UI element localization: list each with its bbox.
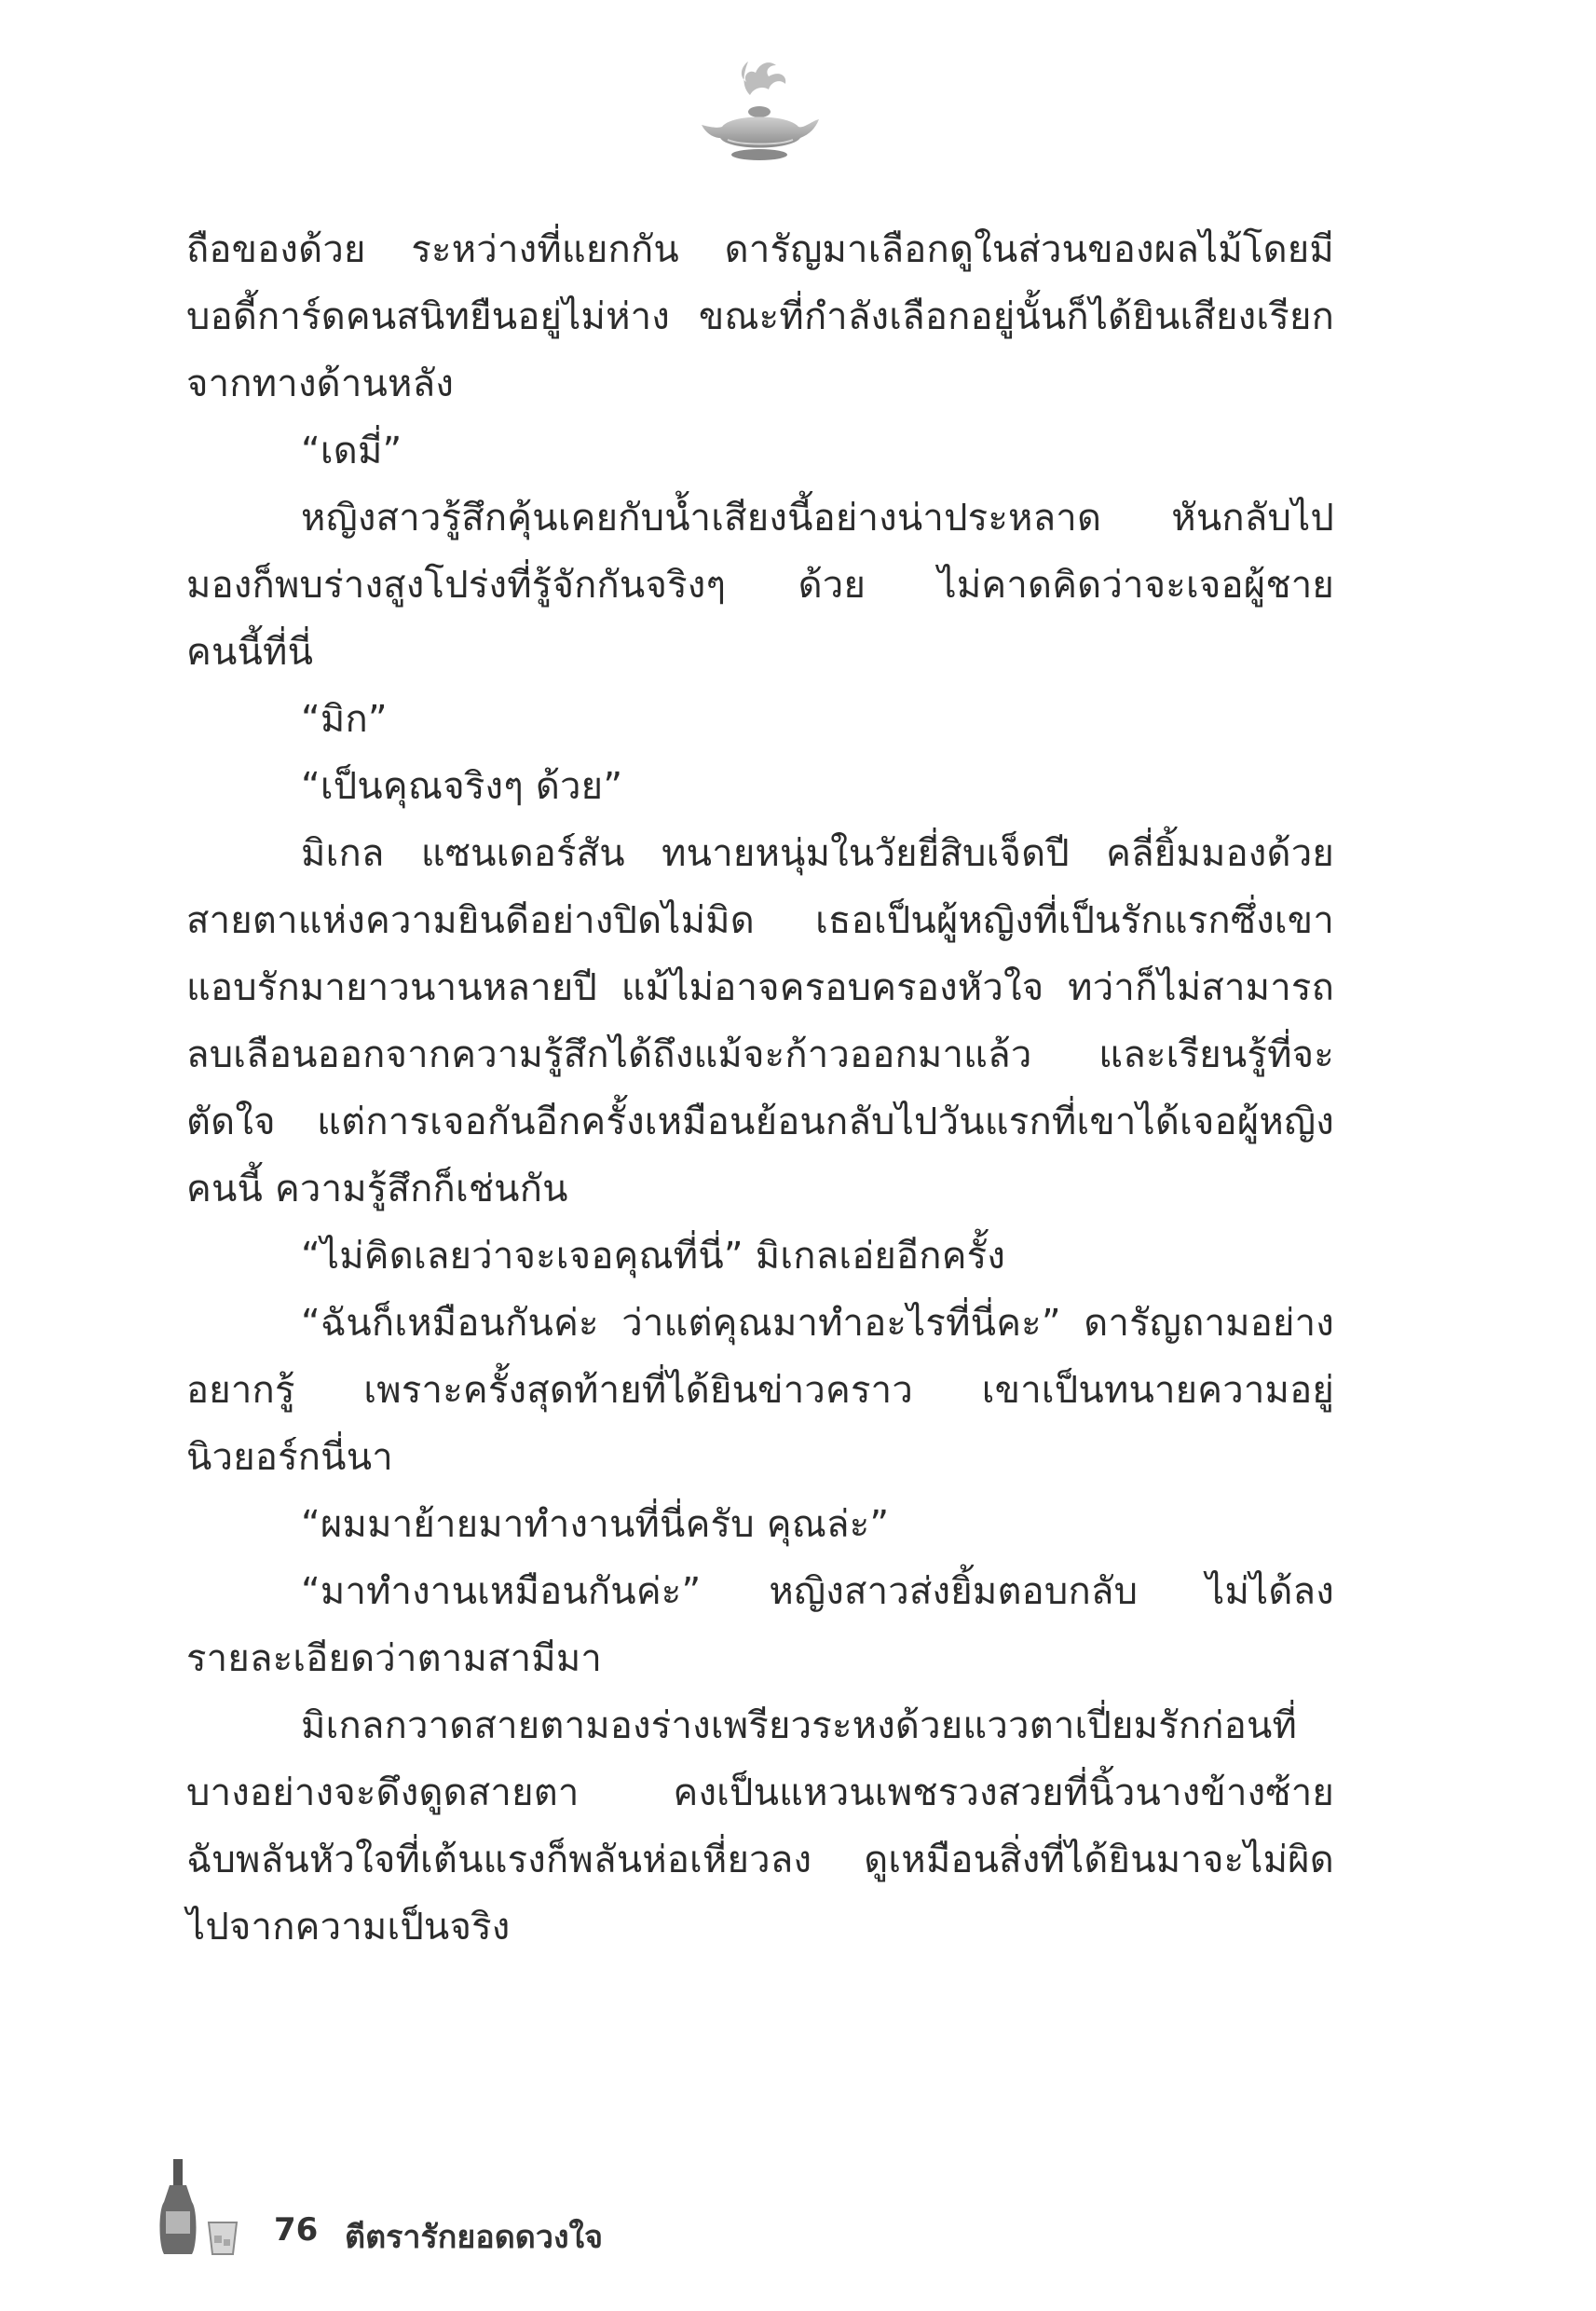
text-line: อยากรู้ เพราะครั้งสุดท้ายที่ได้ยินข่าวคราว เขาเป็นทนายความอยู่ — [186, 1369, 1334, 1412]
text-line: สายตาแห่งความยินดีอย่างปิดไม่มิด เธอเป็นผู้หญิงที่เป็นรักแรกซึ่งเขา — [186, 899, 1334, 942]
text-line: นิวยอร์กนี่นา — [186, 1436, 393, 1479]
page-number: 76 — [274, 2211, 319, 2249]
book-title: ตีตรารักยอดดวงใจ — [345, 2219, 604, 2256]
liquor-bottle-icon — [149, 2157, 261, 2260]
text-line: “มิก” — [301, 698, 388, 741]
text-line: ถือของด้วย ระหว่างที่แยกกัน ดารัญมาเลือกดูในส่วนของผลไม้โดยมี — [186, 228, 1334, 271]
text-line: “เป็นคุณจริงๆ ด้วย” — [301, 765, 623, 808]
text-line: คนนี้ ความรู้สึกก็เช่นกัน — [186, 1168, 568, 1210]
text-line: ตัดใจ แต่การเจอกันอีกครั้งเหมือนย้อนกลับไปวันแรกที่เขาได้เจอผู้หญิง — [186, 1101, 1334, 1143]
genie-lamp-icon — [694, 54, 825, 166]
text-line: ลบเลือนออกจากความรู้สึกได้ถึงแม้จะก้าวออกมาแล้ว และเรียนรู้ที่จะ — [186, 1033, 1334, 1076]
text-line: ฉับพลันหัวใจที่เต้นแรงก็พลันห่อเหี่ยวลง ดูเหมือนสิ่งที่ได้ยินมาจะไม่ผิด — [186, 1839, 1334, 1881]
text-line: “เดมี่” — [301, 430, 402, 472]
text-line: “ผมมาย้ายมาทำงานที่นี่ครับ คุณล่ะ” — [301, 1503, 890, 1546]
text-line: “ไม่คิดเลยว่าจะเจอคุณที่นี่” มิเกลเอ่ยอีกครั้ง — [301, 1235, 1006, 1278]
body-text — [186, 216, 1334, 1961]
page-footer — [149, 2157, 708, 2260]
text-line: มิเกล แซนเดอร์สัน ทนายหนุ่มในวัยยี่สิบเจ็ดปี คลี่ยิ้มมองด้วย — [301, 832, 1334, 875]
text-line: “มาทำงานเหมือนกันค่ะ” หญิงสาวส่งยิ้มตอบกลับ ไม่ได้ลง — [301, 1570, 1334, 1613]
text-line: ไปจากความเป็นจริง — [186, 1906, 511, 1949]
text-line: บอดี้การ์ดคนสนิทยืนอยู่ไม่ห่าง ขณะที่กำลังเลือกอยู่นั้นก็ได้ยินเสียงเรียก — [186, 295, 1334, 338]
text-line: มองก็พบร่างสูงโปร่งที่รู้จักกันจริงๆ ด้วย ไม่คาดคิดว่าจะเจอผู้ชาย — [186, 564, 1334, 607]
text-line: จากทางด้านหลัง — [186, 362, 455, 405]
text-line: บางอย่างจะดึงดูดสายตา คงเป็นแหวนเพชรวงสวยที่นิ้วนางข้างซ้าย — [186, 1771, 1334, 1814]
text-line: คนนี้ที่นี่ — [186, 631, 314, 674]
text-line: รายละเอียดว่าตามสามีมา — [186, 1637, 603, 1680]
text-line: มิเกลกวาดสายตามองร่างเพรียวระหงด้วยแววตาเปี่ยมรักก่อนที่ — [301, 1704, 1298, 1747]
text-line: หญิงสาวรู้สึกคุ้นเคยกับน้ำเสียงนี้อย่างน่าประหลาด หันกลับไป — [301, 497, 1334, 540]
text-line: แอบรักมายาวนานหลายปี แม้ไม่อาจครอบครองหัวใจ ทว่าก็ไม่สามารถ — [186, 966, 1334, 1009]
text-line: “ฉันก็เหมือนกันค่ะ ว่าแต่คุณมาทำอะไรที่นี่คะ” ดารัญถามอย่าง — [301, 1302, 1334, 1345]
